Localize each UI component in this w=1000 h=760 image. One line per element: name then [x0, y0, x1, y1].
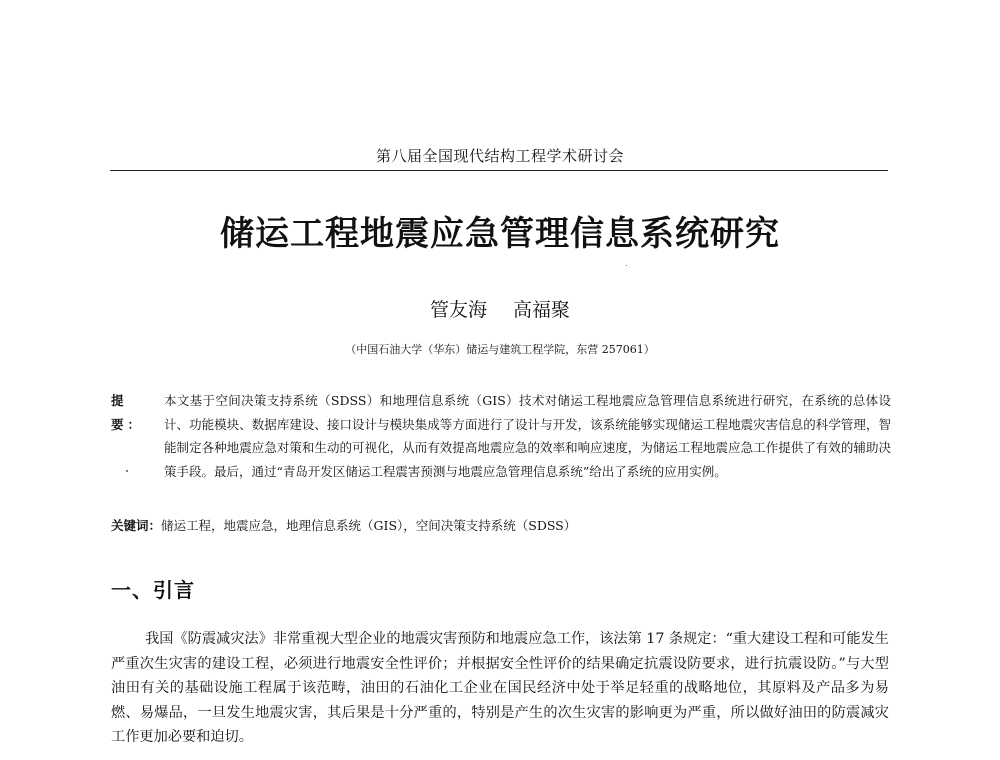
- keywords-label: 关键词：: [111, 518, 162, 533]
- section-heading: 一、引言: [111, 578, 195, 602]
- abstract: [111, 389, 891, 483]
- keywords: [111, 516, 891, 536]
- paper-title: 储运工程地震应急管理信息系统研究: [220, 214, 780, 254]
- abstract-text: 本文基于空间决策支持系统（SDSS）和地理信息系统（GIS）技术对储运工程地震应急管理信息系统进行研究，在系统的总体设计、功能模块、数据库建设、接口设计与模块集成等方面进行了设计与开发，该系统能够实现储运工程地震灾害信息的科学管理，智能制定各种地震应急对策和生动的可视化，从而有效提高地震应急的效率和响应速度，为储运工程地震应急工作提供了有效的辅助决策手段。最后，通过“青岛开发区储运工程震害预测与地震应急管理信息系统”给出了系统的应用实例。: [164, 393, 891, 479]
- author-name: 管友海: [429, 299, 487, 321]
- margin-mark: [126, 470, 128, 472]
- header-rule: [110, 170, 888, 171]
- intro-paragraph: 我国《防震减灾法》非常重视大型企业的地震灾害预防和地震应急工作，该法第 17 条规定：“重大建设工程和可能发生严重次生灾害的建设工程，必须进行地震安全性评价；并根据安全性评价的结果确定抗震设防要求，进行抗震设防。”与大型油田有关的基础设施工程属于该范畴，油田的石油化工企业在国民经济中处于举足轻重的战略地位，其原料及产品多为易燃、易爆品，一旦发生地震灾害，其后果是十分严重的，特别是产生的次生灾害的影响更为严重，所以做好油田的防震减灾工作更加必要和迫切。: [111, 631, 889, 745]
- author-name: 高福聚: [513, 299, 571, 321]
- running-head: 第八届全国现代结构工程学术研讨会: [375, 147, 624, 165]
- affiliation: （中国石油大学（华东）储运与建筑工程学院，东营 257061）: [345, 343, 655, 356]
- author-list: [110, 297, 890, 323]
- scan-speck: [626, 265, 627, 266]
- abstract-label: 提 要：: [111, 393, 145, 432]
- keywords-text: 储运工程，地震应急，地理信息系统（GIS），空间决策支持系统（SDSS）: [161, 518, 577, 533]
